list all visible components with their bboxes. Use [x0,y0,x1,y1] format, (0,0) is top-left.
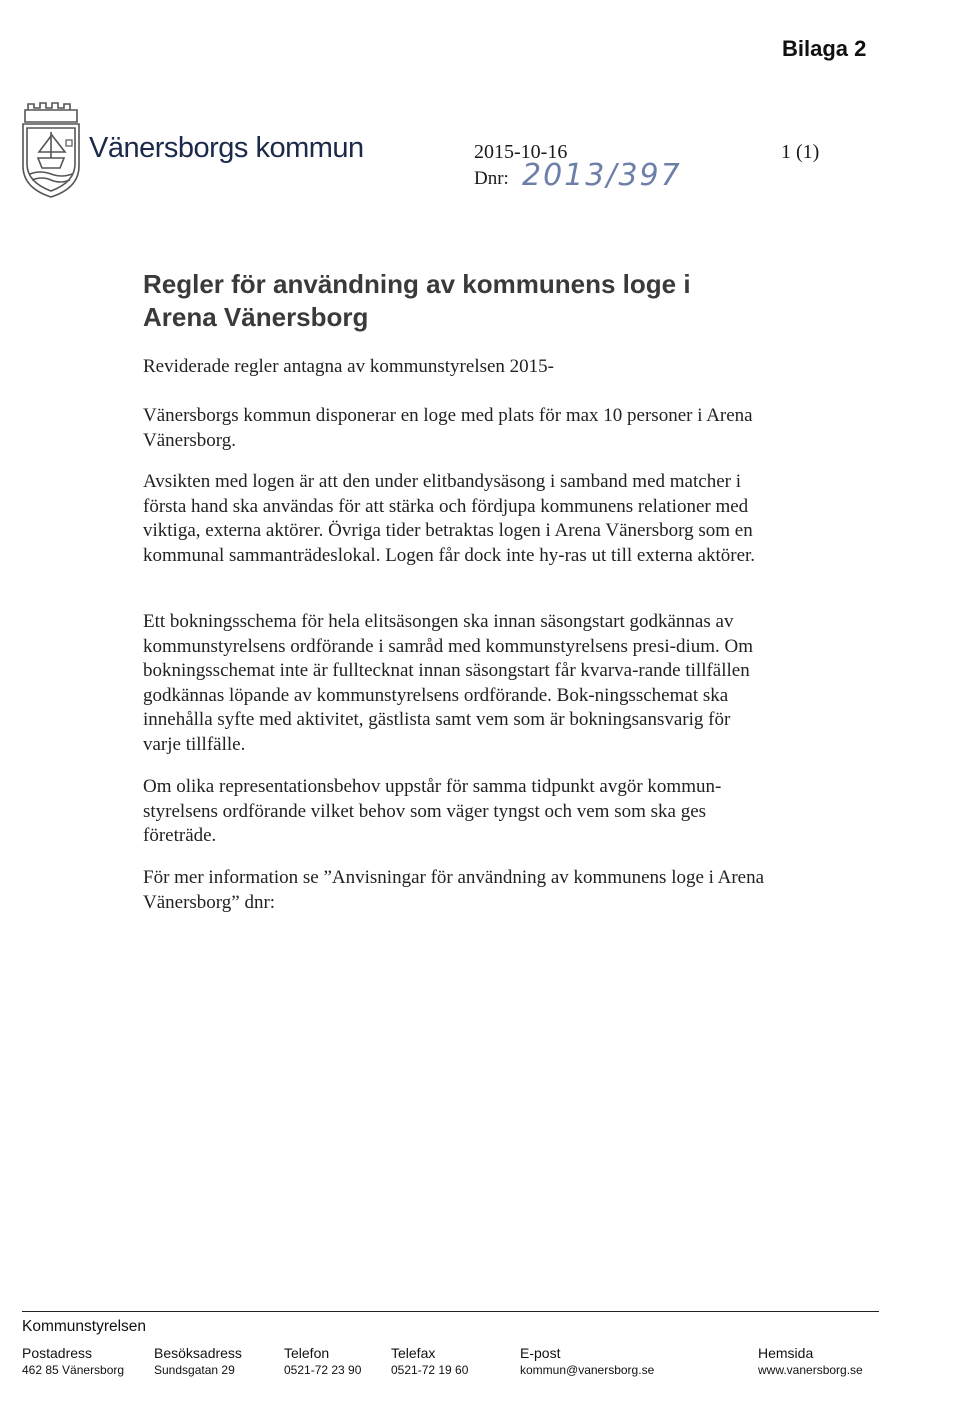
paragraph-booking-schedule: Ett bokningsschema för hela elitsäsongen ska innan säsongstart godkännas av kommunstyrelsens ordförande i samråd med kommunstyrelsens presi-dium. Om bokningsschemat inte är fulltecknat innan säsongstart får kvarva-rande tillfällen godkännas löpande av kommunstyrelsens ordförande. Bok-ningsschemat ska innehålla syfte med aktivitet, gästlista samt vem som är bokningsansvarig för varje tillfälle. [143,611,754,755]
paragraph-more-info: För mer information se ”Anvisningar för användning av kommunens loge i Arena Vänersborg” dnr: [143,867,765,913]
footer-value: 462 85 Vänersborg [22,1363,125,1377]
page-number: 1 (1) [781,141,820,163]
paragraph-capacity: Vänersborgs kommun disponerar en loge med plats för max 10 personer i Arena Vänersborg. [143,405,753,451]
paragraph-priority: Om olika representationsbehov uppstår för samma tidpunkt avgör kommun-styrelsens ordförande vilket behov som väger tyngst och vem som ska ges företräde. [143,776,722,846]
footer-label: E-post [520,1345,561,1361]
document-title [143,268,783,334]
document-date: 2015-10-16 [474,141,568,163]
footer-email-link[interactable]: kommun@vanersborg.se [520,1363,655,1377]
footer-label: Postadress [22,1345,93,1361]
footer-phone [284,1345,361,1379]
footer-department: Kommunstyrelsen [22,1318,147,1335]
document-title-line-2: Arena Vänersborg [143,302,369,332]
footer-label: Besöksadress [154,1345,242,1361]
municipality-crest-icon [20,100,82,200]
footer-divider [22,1311,879,1312]
footer-label: Telefax [391,1345,436,1361]
footer-label: Hemsida [758,1345,814,1361]
dnr-handwritten-number: 2013/397 [522,158,682,193]
paragraph-revision: Reviderade regler antagna av kommunstyrelsen 2015- [143,356,554,377]
footer-value: 0521-72 23 90 [284,1363,362,1377]
paragraph-purpose: Avsikten med logen är att den under elitbandysäsong i samband med matcher i första hand ska användas för att stärka och fördjupa kommunens relationer med viktiga, externa aktörer. Övriga tider betraktas logen i Arena Vänersborg som en kommunal sammanträdeslokal. Logen får dock inte hy-ras ut till externa aktörer. [143,471,756,566]
footer-value: Sundsgatan 29 [154,1363,235,1377]
annex-label: Bilaga 2 [782,36,867,61]
footer-postal-address [22,1345,124,1379]
footer-email[interactable] [520,1345,654,1379]
footer-visiting-address [154,1345,242,1379]
footer-website-link[interactable]: www.vanersborg.se [758,1363,863,1377]
dnr-label: Dnr: [474,168,509,189]
footer-website[interactable] [758,1345,863,1379]
organization-name: Vänersborgs kommun [89,132,364,164]
document-title-line-1: Regler för användning av kommunens loge i [143,269,691,299]
footer-label: Telefon [284,1345,330,1361]
footer-value: 0521-72 19 60 [391,1363,469,1377]
footer-fax [391,1345,468,1379]
